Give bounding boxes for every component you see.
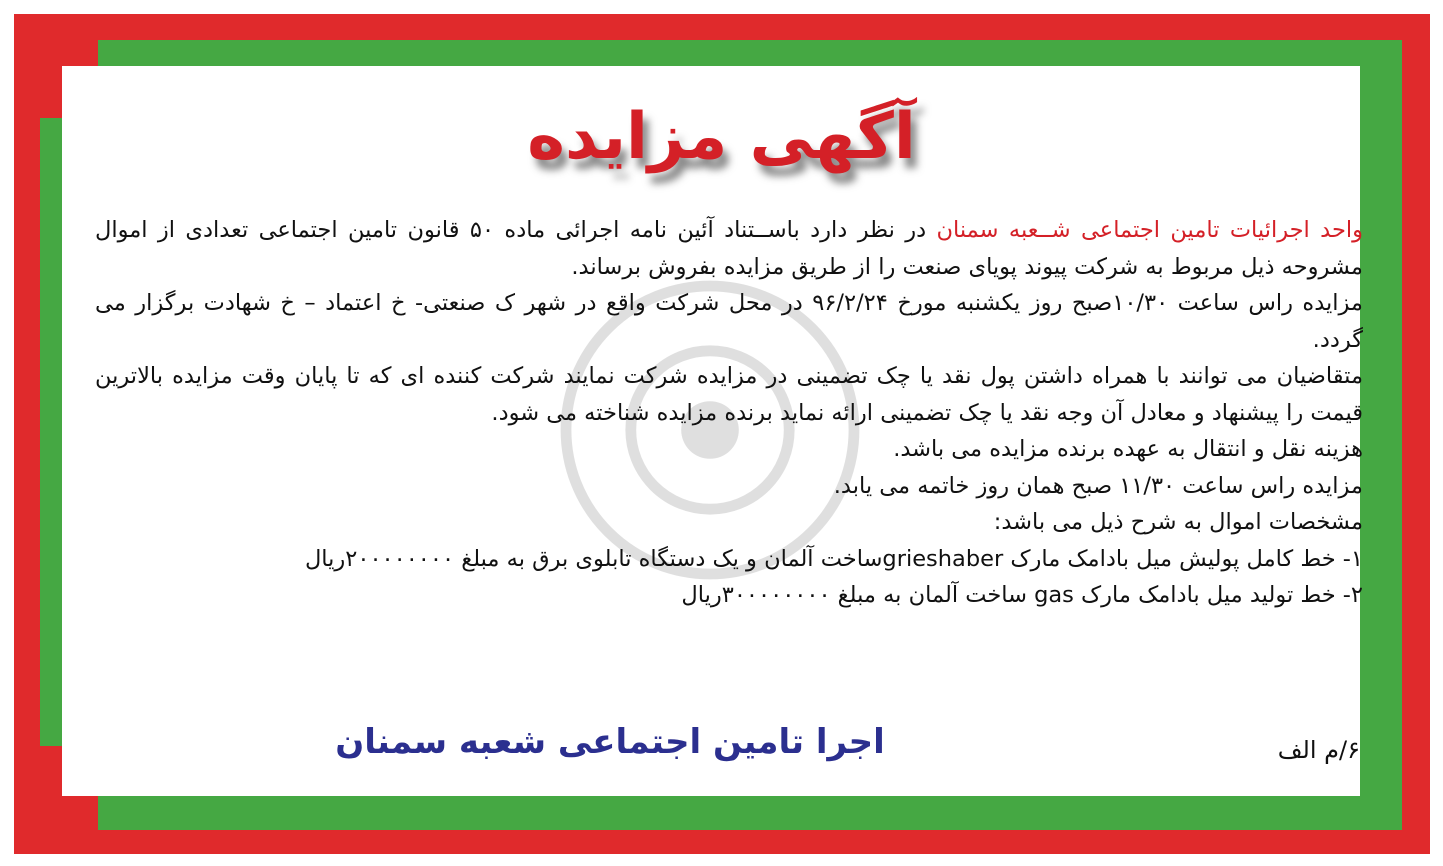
paragraph-time-place: مزایده راس ساعت ۱۰/۳۰صبح روز یکشنبه مورخ ۹۶/۲/۲۴ در محل شرکت واقع در شهر ک صنعتی- خ اعتماد – خ شهادت برگزار می گردد. (95, 290, 1363, 353)
paragraph-transfer-cost: هزینه نقل و انتقال به عهده برنده مزایده می باشد. (893, 436, 1363, 462)
intro-rest: در نظر دارد باســتناد آئین نامه اجرائی ماده ۵۰ قانون تامین اجتماعی تعدادی از اموال مشروحه ذیل مربوط به شرکت پیوند پویای صنعت را از طریق مزایده بفروش برساند. (95, 217, 1363, 280)
notice-code: ۶/م الف (1277, 736, 1360, 764)
item-2: ۲- خط تولید میل بادامک مارک gas ساخت آلمان به مبلغ ۳۰۰۰۰۰۰۰۰ریال (681, 582, 1363, 608)
item-1: ۱- خط کامل پولیش میل بادامک مارک grieshaberساخت آلمان و یک دستگاه تابلوی برق به مبلغ ۲۰۰۰۰۰۰۰۰ریال (304, 545, 1363, 572)
paragraph-closing-time: مزایده راس ساعت ۱۱/۳۰ صبح همان روز خاتمه می یابد. (833, 472, 1363, 499)
intro-highlight: واحد اجرائیات تامین اجتماعی شــعبه سمنان (936, 217, 1363, 243)
paragraph-items-heading: مشخصات اموال به شرح ذیل می باشد: (993, 509, 1363, 535)
issuer-signature: اجرا تامین اجتماعی شعبه سمنان (335, 722, 885, 762)
notice-title: آگهی مزایده (527, 100, 916, 174)
paragraph-intro (95, 212, 1363, 285)
notice-body (95, 212, 1363, 614)
paragraph-bidders: متقاضیان می توانند با همراه داشتن پول نقد یا چک تضمینی در مزایده شرکت نمایند شرکت کننده ای که تا پایان وقت مزایده بالاترین قیمت را پیشنهاد و معادل آن وجه نقد یا چک تضمینی ارائه نماید برنده مزایده شناخته می شود. (95, 363, 1363, 426)
